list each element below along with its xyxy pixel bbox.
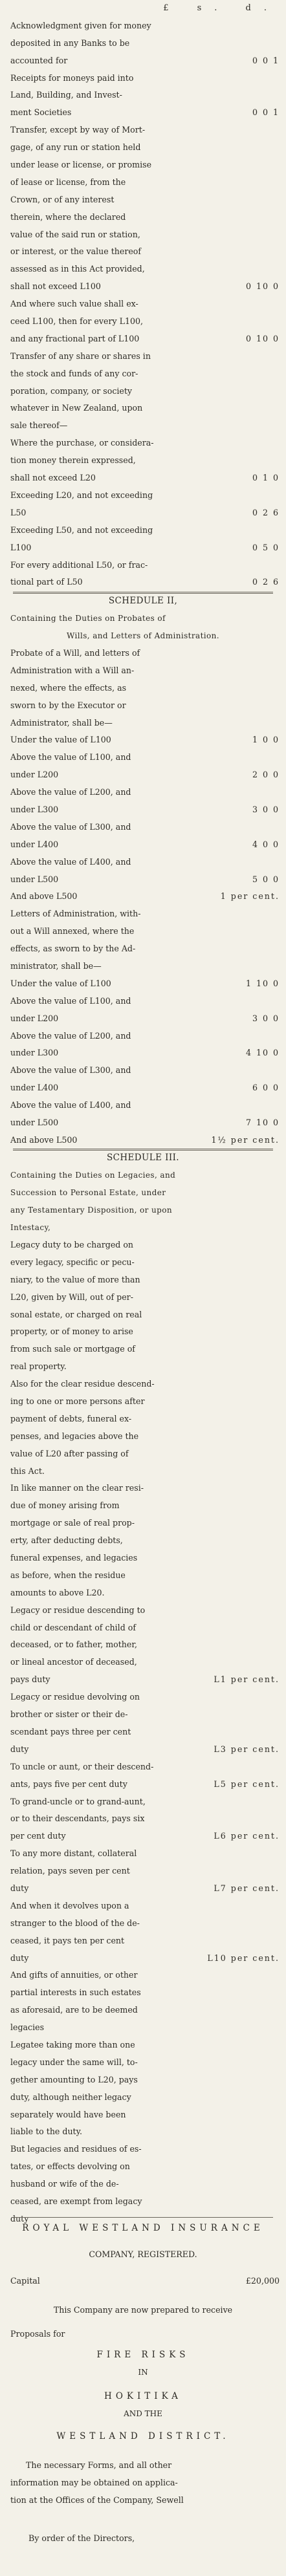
ad-order: By order of the Directors, xyxy=(28,2533,135,2544)
schedule-three-text: every legacy, specific or pecu- xyxy=(10,1257,135,1267)
schedule-three-text: from such sale or mortgage of xyxy=(10,1344,135,1354)
ad-subtitle: COMPANY, REGISTERED. xyxy=(89,2249,197,2259)
schedule-one-line xyxy=(0,487,286,504)
schedule-two-text: sworn to by the Executor or xyxy=(10,700,126,710)
schedule-one-line xyxy=(0,209,286,226)
ad-para-2: information may be obtained on applica- xyxy=(10,2477,178,2487)
schedule-three-text: In like manner on the clear resi- xyxy=(10,1483,144,1493)
schedule-three-line xyxy=(0,1776,286,1793)
insurance-advertisement xyxy=(0,2220,286,2548)
schedule-three-line xyxy=(0,1932,286,1950)
schedule-two-text: under L300 xyxy=(10,805,59,815)
schedule-two-line xyxy=(0,905,286,923)
schedule-three-text: husband or wife of the de- xyxy=(10,2179,119,2189)
schedule-two-amount: 5 0 0 xyxy=(252,874,280,884)
schedule-two-line xyxy=(0,784,286,801)
schedule-three-line xyxy=(0,1898,286,1915)
schedule-one-line xyxy=(0,104,286,122)
schedule-three-text: ing to one or more persons after xyxy=(10,1396,145,1407)
schedule-two-amount: 1 per cent. xyxy=(220,891,280,902)
schedule-two-amount: 4 10 0 xyxy=(245,1048,280,1058)
schedule-one-line xyxy=(0,313,286,330)
schedule-three-text: legacy under the same will, to- xyxy=(10,2057,138,2067)
schedule-one-text: tional part of L50 xyxy=(10,577,83,587)
schedule-one-line xyxy=(0,296,286,313)
schedule-three-line xyxy=(0,2193,286,2211)
schedule-three-text: as before, when the residue xyxy=(10,1570,126,1580)
schedule-one-text: Receipts for moneys paid into xyxy=(10,72,134,83)
schedule-one-text: shall not exceed L100 xyxy=(10,281,101,292)
ad-line-1: This Company are now prepared to receive xyxy=(53,2304,233,2315)
schedule-three-line xyxy=(0,1497,286,1515)
schedule-three-text: Also for the clear residue descend- xyxy=(10,1379,155,1389)
schedule-three-text: erty, after deducting debts, xyxy=(10,1535,123,1546)
schedule-three-line xyxy=(0,1480,286,1497)
schedule-two-line xyxy=(0,854,286,871)
schedule-two-amount: 1 0 0 xyxy=(252,735,280,745)
schedule-three-line xyxy=(0,2158,286,2176)
schedule-one-text: under lease or license, or promise xyxy=(10,160,152,170)
schedule-three-line xyxy=(0,1619,286,1637)
schedule-three-line xyxy=(0,1393,286,1411)
schedule-three-text: And gifts of annuities, or other xyxy=(10,1970,138,1980)
schedule-three-line xyxy=(0,1289,286,1306)
schedule-one-text: value of the said run or station, xyxy=(10,229,140,239)
schedule-two-line xyxy=(0,1028,286,1045)
schedule-three-text: Legacy duty to be charged on xyxy=(10,1240,134,1250)
schedule-one-amount: 0 10 0 xyxy=(245,333,280,343)
schedule-one-line xyxy=(0,574,286,591)
schedule-one-text: sale thereof— xyxy=(10,420,68,431)
schedule-two-text: under L200 xyxy=(10,770,59,780)
schedule-two-line xyxy=(0,1010,286,1028)
schedule-two-text: Administration with a Will an- xyxy=(10,665,135,675)
schedule-three-text: gether amounting to L20, pays xyxy=(10,2074,138,2084)
schedule-one-text: ment Societies xyxy=(10,107,72,118)
schedule-three-text: duty xyxy=(10,1953,29,1963)
schedule-one-line xyxy=(0,278,286,296)
schedule-three-line xyxy=(0,1689,286,1706)
schedule-three-amount: L5 per cent. xyxy=(214,1779,280,1789)
schedule-two-text: Probate of a Will, and letters of xyxy=(10,648,140,658)
schedule-one-amount: 0 0 1 xyxy=(252,55,280,65)
schedule-one-amount: 0 2 6 xyxy=(252,577,280,587)
schedule-two-text: nexed, where the effects, as xyxy=(10,682,127,693)
schedule-one-text: Exceeding L20, and not exceeding xyxy=(10,490,153,500)
schedule-three-text: tates, or effects devolving on xyxy=(10,2161,130,2172)
schedule-three-text: To uncle or aunt, or their descend- xyxy=(10,1761,154,1771)
schedule-one-text: Acknowledgment given for money xyxy=(10,20,151,30)
schedule-one-text: whatever in New Zealand, upon xyxy=(10,403,143,413)
schedule-one-line xyxy=(0,400,286,417)
schedule-one-line xyxy=(0,348,286,365)
schedule-three-text: niary, to the value of more than xyxy=(10,1274,140,1284)
schedule-one-text: Transfer, except by way of Mort- xyxy=(10,125,146,135)
schedule-one-text: deposited in any Banks to be xyxy=(10,38,130,48)
schedule-three-text: or lineal ancestor of deceased, xyxy=(10,1657,137,1667)
schedule-one-line xyxy=(0,383,286,400)
schedule-two-line xyxy=(0,1097,286,1114)
schedule-three-title: SCHEDULE III. xyxy=(106,1153,179,1163)
schedule-one-line xyxy=(0,435,286,452)
schedule-one-text: poration, company, or society xyxy=(10,385,133,396)
schedule-one-line xyxy=(0,243,286,261)
schedule-one-amount: 0 5 0 xyxy=(252,542,280,552)
schedule-three-text: brother or sister or their de- xyxy=(10,1709,128,1720)
schedule-three-text: duty, although neither legacy xyxy=(10,2092,131,2102)
schedule-two-line xyxy=(0,749,286,766)
capital-label: Capital xyxy=(10,2275,40,2286)
schedule-three-line xyxy=(0,1724,286,1741)
schedule-three-lines xyxy=(0,1237,286,2228)
schedule-two-text: Above the value of L400, and xyxy=(10,1100,131,1110)
schedule-three-text: Legatee taking more than one xyxy=(10,2039,135,2050)
schedule-three-line xyxy=(0,1759,286,1776)
schedule-three-line xyxy=(0,1411,286,1428)
schedule-two-amount: 6 0 0 xyxy=(252,1083,280,1093)
schedule-two-line xyxy=(0,731,286,749)
schedule-one-line xyxy=(0,122,286,139)
schedule-one-line xyxy=(0,539,286,557)
schedule-one-line xyxy=(0,365,286,383)
schedule-three-text: this Act. xyxy=(10,1466,45,1476)
schedule-three-amount: L6 per cent. xyxy=(214,1831,280,1841)
schedule-three-amount: L7 per cent. xyxy=(214,1883,280,1893)
schedule-one-line xyxy=(0,139,286,157)
in-word: IN xyxy=(138,2368,148,2377)
schedule-two-line xyxy=(0,1062,286,1079)
schedule-three-text: per cent duty xyxy=(10,1831,66,1841)
schedule-one-text: tion money therein expressed, xyxy=(10,455,136,466)
schedule-one-line xyxy=(0,70,286,87)
capital-value: £20,000 xyxy=(245,2275,280,2286)
schedule-three-line xyxy=(0,2019,286,2037)
schedule-one-line xyxy=(0,35,286,52)
schedule-two-amount: 3 0 0 xyxy=(252,1013,280,1023)
ad-line-2: Proposals for xyxy=(10,2328,65,2339)
schedule-two-text: And above L500 xyxy=(10,891,78,902)
schedule-three-text: or to their descendants, pays six xyxy=(10,1813,145,1824)
schedule-three-text: property, or of money to arise xyxy=(10,1326,133,1337)
schedule-three-line xyxy=(0,1376,286,1393)
schedule-three-text: deceased, or to father, mother, xyxy=(10,1640,137,1650)
schedule-two-line xyxy=(0,958,286,975)
schedule-three-line xyxy=(0,1550,286,1567)
schedule-two-text: Above the value of L100, and xyxy=(10,995,131,1006)
schedule-two-amount: 3 0 0 xyxy=(252,805,280,815)
schedule-one-line xyxy=(0,522,286,539)
schedule-two-line xyxy=(0,766,286,784)
schedule-three-text: sonal estate, or charged on real xyxy=(10,1309,142,1319)
schedule-three-line xyxy=(0,1828,286,1845)
schedule-one-text: of lease or license, from the xyxy=(10,177,126,187)
schedule-one-line xyxy=(0,87,286,104)
schedule-three-text: stranger to the blood of the de- xyxy=(10,1918,140,1928)
schedule-three-line xyxy=(0,1602,286,1619)
schedule-three-text: To any more distant, collateral xyxy=(10,1848,137,1859)
schedule-two-line xyxy=(0,819,286,836)
schedule-two-text: under L500 xyxy=(10,874,59,884)
schedule-three-subtitle-4: Intestacy, xyxy=(10,1222,51,1232)
schedule-two-line xyxy=(0,940,286,958)
schedule-three-line xyxy=(0,1967,286,1984)
ad-para-3: tion at the Offices of the Company, Sewell xyxy=(10,2495,184,2505)
schedule-two-text: out a Will annexed, where the xyxy=(10,926,135,936)
schedule-two-line xyxy=(0,993,286,1010)
schedule-three-line xyxy=(0,1428,286,1445)
schedule-two-line xyxy=(0,645,286,662)
schedule-one-line xyxy=(0,157,286,174)
schedule-one-text: L100 xyxy=(10,542,32,552)
schedule-one-line xyxy=(0,174,286,191)
schedule-three-line xyxy=(0,1915,286,1932)
schedule-two-line xyxy=(0,1044,286,1062)
schedule-two-line xyxy=(0,1114,286,1132)
schedule-two-amount: 1 10 0 xyxy=(245,978,280,988)
advertisement-divider xyxy=(13,2217,273,2218)
schedule-one-line xyxy=(0,330,286,348)
schedule-two-amount: 1½ per cent. xyxy=(211,1134,280,1145)
schedule-two-text: Above the value of L200, and xyxy=(10,1030,131,1041)
column-header xyxy=(0,0,286,17)
schedule-two-line xyxy=(0,662,286,680)
schedule-two-text: Letters of Administration, with- xyxy=(10,909,141,919)
schedule-three-text: And when it devolves upon a xyxy=(10,1900,129,1910)
schedule-three-line xyxy=(0,1445,286,1463)
schedule-three-amount: L1 per cent. xyxy=(214,1674,280,1685)
schedule-three-text: relation, pays seven per cent xyxy=(10,1866,130,1876)
schedule-three-text: amounts to above L20. xyxy=(10,1587,105,1597)
schedule-two-line xyxy=(0,1132,286,1149)
schedule-three-line xyxy=(0,2037,286,2054)
schedule-three-line xyxy=(0,1950,286,1967)
hokitika: HOKITIKA xyxy=(104,2391,182,2402)
schedule-one-text: or interest, or the value thereof xyxy=(10,246,142,257)
schedule-one-line xyxy=(0,452,286,470)
schedule-three-text: pays duty xyxy=(10,1674,50,1685)
schedule-one-continued xyxy=(0,17,286,591)
schedule-three-line xyxy=(0,1654,286,1671)
schedule-three-text: partial interests in such estates xyxy=(10,1987,141,1998)
currency-columns-label: £ s. d. xyxy=(163,3,280,13)
schedule-three-text: separately would have been xyxy=(10,2109,126,2119)
schedule-two-text: Above the value of L100, and xyxy=(10,752,131,763)
fire-risks: FIRE RISKS xyxy=(96,2350,190,2361)
schedule-three-amount: L10 per cent. xyxy=(207,1953,280,1963)
schedule-three-line xyxy=(0,1810,286,1828)
schedule-three-text: L20, given by Will, out of per- xyxy=(10,1292,133,1302)
schedule-one-amount: 0 2 6 xyxy=(252,507,280,517)
schedule-two-amount: 4 0 0 xyxy=(252,839,280,849)
schedule-three-text: ceased, are exempt from legacy xyxy=(10,2196,142,2206)
schedule-one-line xyxy=(0,226,286,244)
schedule-three-text: value of L20 after passing of xyxy=(10,1448,129,1458)
schedule-two-text: under L400 xyxy=(10,839,59,849)
schedule-three-subtitle-1: Containing the Duties on Legacies, and xyxy=(10,1170,176,1180)
schedule-three-line xyxy=(0,1793,286,1811)
schedule-one-text: Crown, or of any interest xyxy=(10,194,115,204)
schedule-three-line xyxy=(0,1532,286,1550)
schedule-three-text: duty xyxy=(10,1883,29,1893)
schedule-three-amount: L3 per cent. xyxy=(214,1744,280,1754)
schedule-three-text: duty xyxy=(10,1744,29,1754)
schedule-two-text: under L500 xyxy=(10,1118,59,1128)
schedule-two-line xyxy=(0,1079,286,1097)
schedule-three-text: legacies xyxy=(10,2022,45,2033)
schedule-one-text: therein, where the declared xyxy=(10,211,126,222)
schedule-one-amount: 0 0 1 xyxy=(252,107,280,118)
schedule-two-amount: 2 0 0 xyxy=(252,770,280,780)
schedule-two-line xyxy=(0,975,286,993)
schedule-three-text: ceased, it pays ten per cent xyxy=(10,1935,125,1945)
ad-para-4 xyxy=(0,2509,286,2527)
schedule-one-line xyxy=(0,557,286,574)
schedule-three-line xyxy=(0,1272,286,1289)
schedule-two-line xyxy=(0,697,286,715)
schedule-one-line xyxy=(0,17,286,35)
schedule-three-text: Legacy or residue descending to xyxy=(10,1605,146,1615)
schedule-three-heading xyxy=(0,1149,286,1236)
schedule-one-text: And where such value shall ex- xyxy=(10,299,138,309)
schedule-three-subtitle-3: any Testamentary Disposition, or upon xyxy=(10,1205,173,1215)
schedule-three-line xyxy=(0,1845,286,1863)
schedule-one-text: accounted for xyxy=(10,55,68,65)
schedule-three-text: Legacy or residue devolving on xyxy=(10,1692,140,1702)
schedule-two-line xyxy=(0,680,286,697)
schedule-two-subtitle-1: Containing the Duties on Probates of xyxy=(10,613,166,623)
schedule-two-line xyxy=(0,871,286,889)
schedule-three-line xyxy=(0,1585,286,1602)
ad-title: ROYAL WESTLAND INSURANCE xyxy=(22,2223,264,2233)
schedule-one-line xyxy=(0,470,286,487)
schedule-three-line xyxy=(0,1463,286,1480)
schedule-three-text: real property. xyxy=(10,1361,67,1372)
schedule-three-line xyxy=(0,2054,286,2072)
schedule-two-line xyxy=(0,923,286,940)
schedule-three-line xyxy=(0,2106,286,2124)
schedule-three-line xyxy=(0,1863,286,1880)
schedule-two-text: Administrator, shall be— xyxy=(10,717,113,728)
schedule-one-line xyxy=(0,52,286,70)
schedule-three-text: penses, and legacies above the xyxy=(10,1431,139,1441)
schedule-three-text: child or descendant of child of xyxy=(10,1622,137,1632)
schedule-three-text: payment of debts, funeral ex- xyxy=(10,1413,132,1423)
schedule-three-line xyxy=(0,1341,286,1358)
schedule-three-text: as aforesaid, are to be deemed xyxy=(10,2005,138,2015)
schedule-two-text: Under the value of L100 xyxy=(10,978,111,988)
schedule-three-line xyxy=(0,2089,286,2106)
schedule-one-line xyxy=(0,261,286,278)
schedule-one-text: Land, Building, and Invest- xyxy=(10,90,122,100)
capital-row xyxy=(0,2273,286,2290)
schedule-two-heading xyxy=(0,592,286,645)
schedule-three-line xyxy=(0,1323,286,1341)
schedule-three-line xyxy=(0,1671,286,1689)
schedule-three-line xyxy=(0,1880,286,1898)
schedule-two-text: ministrator, shall be— xyxy=(10,961,102,971)
and-the: AND THE xyxy=(124,2409,162,2419)
schedule-two-title: SCHEDULE II, xyxy=(108,596,178,606)
schedule-three-line xyxy=(0,1706,286,1724)
schedule-three-text: But legacies and residues of es- xyxy=(10,2144,142,2154)
schedule-three-text: due of money arising from xyxy=(10,1500,120,1511)
schedule-three-text: liable to the duty. xyxy=(10,2127,83,2137)
schedule-three-line xyxy=(0,1358,286,1376)
schedule-one-text: assessed as in this Act provided, xyxy=(10,264,145,274)
schedule-three-line xyxy=(0,1237,286,1254)
schedule-one-text: Transfer of any share or shares in xyxy=(10,351,151,361)
schedule-three-text: To grand-uncle or to grand-aunt, xyxy=(10,1796,146,1806)
schedule-two-line xyxy=(0,801,286,819)
schedule-one-line xyxy=(0,504,286,522)
schedule-one-text: For every additional L50, or frac- xyxy=(10,559,148,570)
schedule-three-line xyxy=(0,2002,286,2019)
schedule-two-text: Above the value of L400, and xyxy=(10,856,131,867)
schedule-one-text: and any fractional part of L100 xyxy=(10,333,140,343)
schedule-three-line xyxy=(0,2176,286,2193)
schedule-three-line xyxy=(0,2072,286,2089)
schedule-three-line xyxy=(0,1984,286,2002)
schedule-two-text: Above the value of L300, and xyxy=(10,1065,131,1076)
schedule-two-amount: 7 10 0 xyxy=(245,1118,280,1128)
schedule-two-text: under L400 xyxy=(10,1083,59,1093)
schedule-two-text: And above L500 xyxy=(10,1134,78,1145)
westland-district: WESTLAND DISTRICT. xyxy=(56,2431,230,2442)
schedule-two-subtitle-2: Wills, and Letters of Administration. xyxy=(66,631,220,640)
schedule-one-text: L50 xyxy=(10,507,27,517)
schedule-one-text: the stock and funds of any cor- xyxy=(10,368,138,378)
schedule-two-text: Under the value of L100 xyxy=(10,735,111,745)
schedule-one-text: shall not exceed L20 xyxy=(10,473,96,483)
schedule-three-line xyxy=(0,1567,286,1585)
schedule-one-text: Where the purchase, or considera- xyxy=(10,438,154,448)
schedule-two-line xyxy=(0,836,286,854)
schedule-three-text: scendant pays three per cent xyxy=(10,1726,131,1737)
schedule-one-amount: 0 10 0 xyxy=(245,281,280,292)
schedule-three-line xyxy=(0,1741,286,1759)
schedule-two-line xyxy=(0,888,286,905)
schedule-one-text: gage, of any run or station held xyxy=(10,142,141,153)
schedule-three-line xyxy=(0,1306,286,1324)
schedule-two-line xyxy=(0,715,286,732)
schedule-two-text: Above the value of L300, and xyxy=(10,821,131,832)
schedule-three-text: duty xyxy=(10,2213,29,2224)
schedule-two-text: under L200 xyxy=(10,1013,59,1023)
schedule-three-line xyxy=(0,2141,286,2158)
schedule-one-text: ceed L100, then for every L100, xyxy=(10,316,143,327)
schedule-two-text: effects, as sworn to by the Ad- xyxy=(10,944,136,954)
schedule-three-text: mortgage or sale of real prop- xyxy=(10,1518,135,1528)
schedule-three-line xyxy=(0,1515,286,1532)
schedule-two-text: under L300 xyxy=(10,1048,59,1058)
schedule-one-text: Exceeding L50, and not exceeding xyxy=(10,525,153,535)
schedule-three-subtitle-2: Succession to Personal Estate, under xyxy=(10,1187,166,1197)
schedule-three-text: ants, pays five per cent duty xyxy=(10,1779,127,1789)
schedule-one-line xyxy=(0,191,286,209)
schedule-one-line xyxy=(0,417,286,435)
ad-para-1: The necessary Forms, and all other xyxy=(26,2460,172,2470)
schedule-three-text: funeral expenses, and legacies xyxy=(10,1553,138,1563)
schedule-three-line xyxy=(0,2123,286,2141)
schedule-three-line xyxy=(0,1254,286,1272)
schedule-one-amount: 0 1 0 xyxy=(252,473,280,483)
schedule-three-line xyxy=(0,1636,286,1654)
schedule-two-text: Above the value of L200, and xyxy=(10,787,131,797)
schedule-two-lines xyxy=(0,645,286,1149)
